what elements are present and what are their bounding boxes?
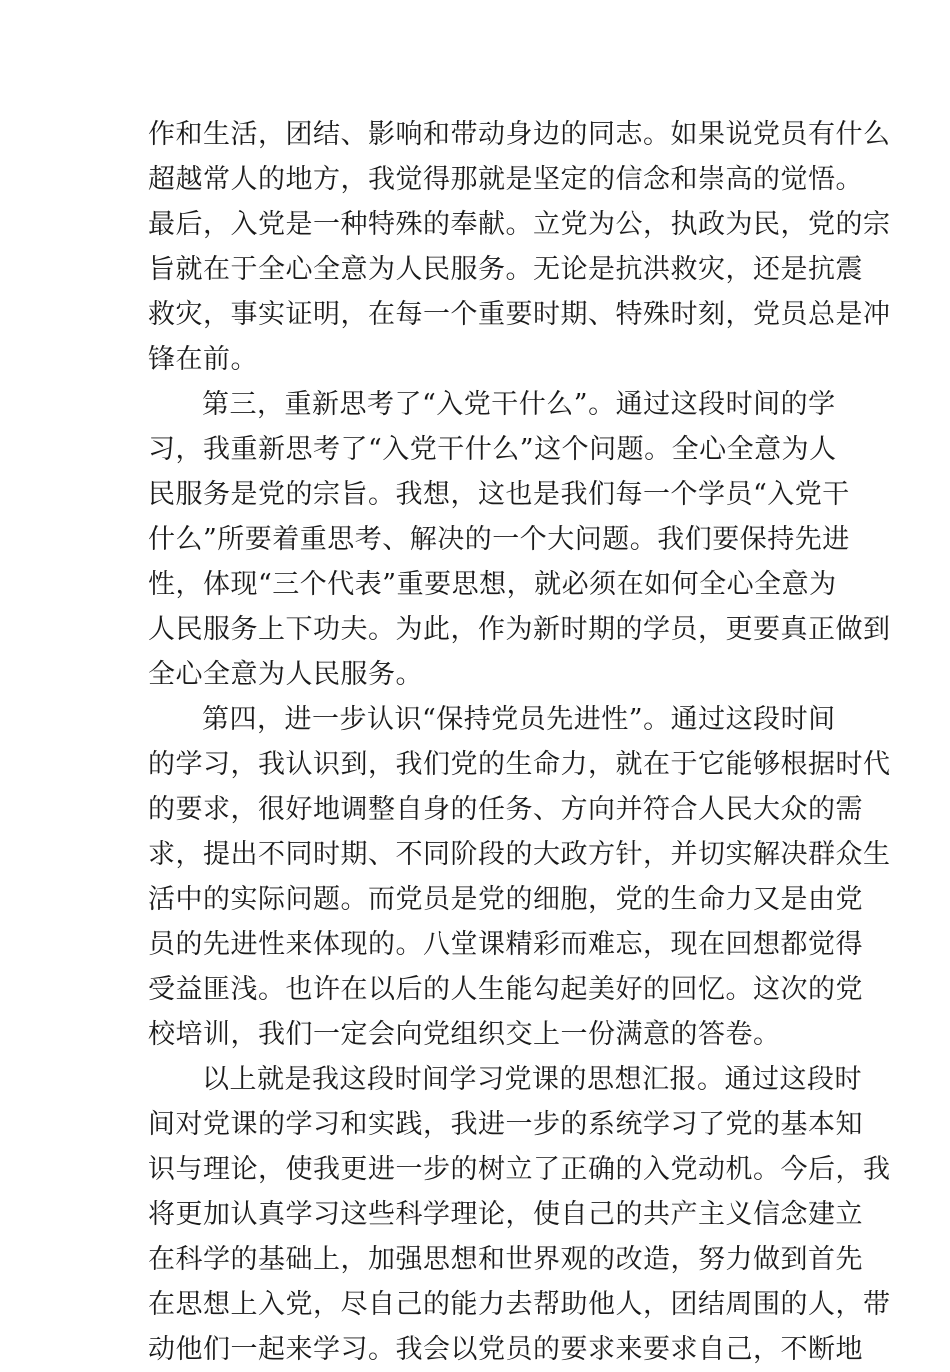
text-line: 求，提出不同时期、不同阶段的大政方针，并切实解决群众生 bbox=[148, 839, 891, 870]
text-line: 作和生活，团结、影响和带动身边的同志。如果说党员有什么 bbox=[148, 119, 891, 150]
text-line: 的要求，很好地调整自身的任务、方向并符合人民大众的需 bbox=[148, 794, 863, 825]
text-line: 在思想上入党，尽自己的能力去帮助他人，团结周围的人，带 bbox=[148, 1289, 891, 1320]
text-line: 动他们一起来学习。我会以党员的要求来要求自己，不断地 bbox=[148, 1334, 863, 1365]
text-line: 活中的实际问题。而党员是党的细胞，党的生命力又是由党 bbox=[148, 884, 863, 915]
text-line: 超越常人的地方，我觉得那就是坚定的信念和崇高的觉悟。 bbox=[148, 164, 863, 195]
text-line: 人民服务上下功夫。为此，作为新时期的学员，更要真正做到 bbox=[148, 614, 891, 645]
paragraph-start-line: 第三，重新思考了“入党干什么”。通过这段时间的学 bbox=[202, 389, 836, 420]
text-line: 旨就在于全心全意为人民服务。无论是抗洪救灾，还是抗震 bbox=[148, 254, 863, 285]
text-line: 全心全意为人民服务。 bbox=[148, 659, 423, 690]
text-line: 在科学的基础上，加强思想和世界观的改造，努力做到首先 bbox=[148, 1244, 863, 1275]
text-line: 的学习，我认识到，我们党的生命力，就在于它能够根据时代 bbox=[148, 749, 891, 780]
text-line: 性，体现“三个代表”重要思想，就必须在如何全心全意为 bbox=[148, 569, 837, 600]
text-line: 间对党课的学习和实践，我进一步的系统学习了党的基本知 bbox=[148, 1109, 863, 1140]
text-line: 识与理论，使我更进一步的树立了正确的入党动机。今后，我 bbox=[148, 1154, 891, 1185]
text-line: 受益匪浅。也许在以后的人生能勾起美好的回忆。这次的党 bbox=[148, 974, 863, 1005]
text-line: 最后，入党是一种特殊的奉献。立党为公，执政为民，党的宗 bbox=[148, 209, 891, 240]
text-line: 校培训，我们一定会向党组织交上一份满意的答卷。 bbox=[148, 1019, 781, 1050]
paragraph-start-line: 以上就是我这段时间学习党课的思想汇报。通过这段时 bbox=[202, 1064, 862, 1095]
document-body bbox=[148, 112, 891, 1372]
text-line: 将更加认真学习这些科学理论，使自己的共产主义信念建立 bbox=[148, 1199, 863, 1230]
text-line: 员的先进性来体现的。八堂课精彩而难忘，现在回想都觉得 bbox=[148, 929, 863, 960]
text-line: 民服务是党的宗旨。我想，这也是我们每一个学员“入党干 bbox=[148, 479, 850, 510]
text-line: 习，我重新思考了“入党干什么”这个问题。全心全意为人 bbox=[148, 434, 837, 465]
text-line: 救灾，事实证明，在每一个重要时期、特殊时刻，党员总是冲 bbox=[148, 299, 891, 330]
paragraph-start-line: 第四，进一步认识“保持党员先进性”。通过这段时间 bbox=[202, 704, 836, 735]
text-line: 什么”所要着重思考、解决的一个大问题。我们要保持先进 bbox=[148, 524, 850, 555]
text-line: 锋在前。 bbox=[148, 344, 258, 375]
